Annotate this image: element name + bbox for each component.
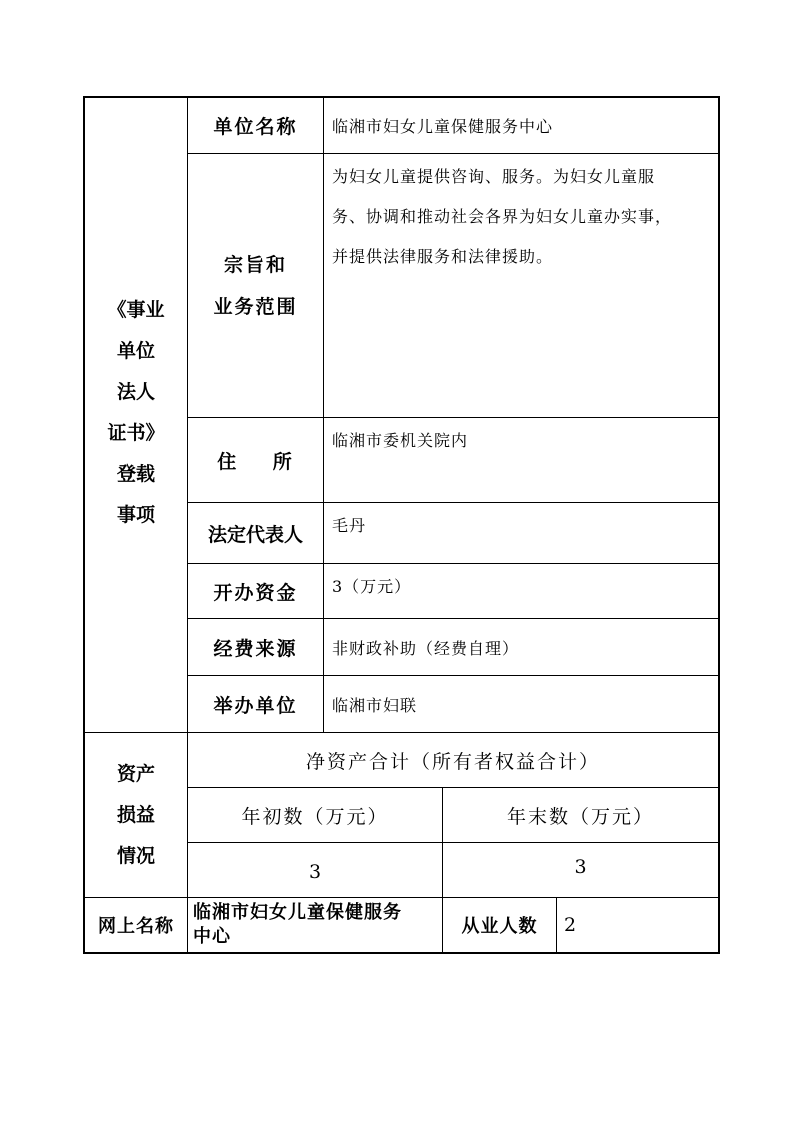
purpose-text-line: 并提供法律服务和法律援助。 — [332, 247, 554, 266]
unit-name-value: 临湘市妇女儿童保健服务中心 — [332, 117, 554, 136]
side-title-line: 资产 — [116, 763, 155, 785]
side-title-line: 登载 — [116, 463, 155, 485]
address-value: 临湘市委机关院内 — [332, 431, 469, 450]
purpose-text-line: 务、协调和推动社会各界为妇女儿童办实事， — [332, 207, 673, 226]
ending-balance-value: 3 — [574, 856, 587, 878]
side-title-line: 法人 — [116, 381, 155, 403]
side-title-line: 证书》 — [107, 422, 165, 444]
side-title-line: 单位 — [116, 340, 155, 362]
staff-count-value: 2 — [564, 914, 578, 936]
purpose-text-line: 为妇女儿童提供咨询、服务。为妇女儿童服 — [332, 167, 656, 186]
online-name-label: 网上名称 — [98, 916, 174, 937]
registration-side-title — [85, 290, 187, 536]
online-name-line: 中心 — [193, 926, 231, 947]
registered-capital-value: 3（万元） — [332, 577, 412, 596]
address-label: 住 所 — [217, 450, 294, 473]
online-name-line: 临湘市妇女儿童保健服务 — [193, 902, 402, 923]
purpose-label-line: 业务范围 — [213, 295, 298, 318]
purpose-scope-label — [188, 154, 323, 417]
funding-source-label: 经费来源 — [213, 637, 298, 660]
side-title-line: 事项 — [116, 504, 155, 526]
purpose-label-line: 宗旨和 — [223, 253, 287, 276]
sponsor-unit-value: 临湘市妇联 — [332, 695, 418, 715]
purpose-scope-value — [324, 154, 718, 417]
funding-source-value: 非财政补助（经费自理） — [332, 638, 520, 658]
side-title-line: 损益 — [116, 804, 155, 826]
legal-representative-value: 毛丹 — [332, 516, 367, 535]
beginning-balance-value: 3 — [308, 861, 322, 883]
sponsor-unit-label: 举办单位 — [213, 694, 298, 717]
staff-count-label: 从业人数 — [461, 916, 538, 937]
side-title-line: 《事业 — [107, 299, 165, 321]
registered-capital-label: 开办资金 — [213, 581, 298, 604]
online-name-value — [193, 901, 443, 951]
table-border-bottom — [83, 952, 720, 954]
legal-representative-label: 法定代表人 — [207, 523, 303, 546]
beginning-balance-label: 年初数（万元） — [241, 805, 389, 828]
unit-name-label: 单位名称 — [213, 116, 298, 138]
side-title-line: 情况 — [116, 845, 155, 867]
ending-balance-label: 年末数（万元） — [506, 805, 654, 828]
assets-side-title — [85, 754, 187, 877]
table-border-right — [718, 96, 720, 954]
net-assets-header: 净资产合计（所有者权益合计） — [305, 750, 600, 773]
